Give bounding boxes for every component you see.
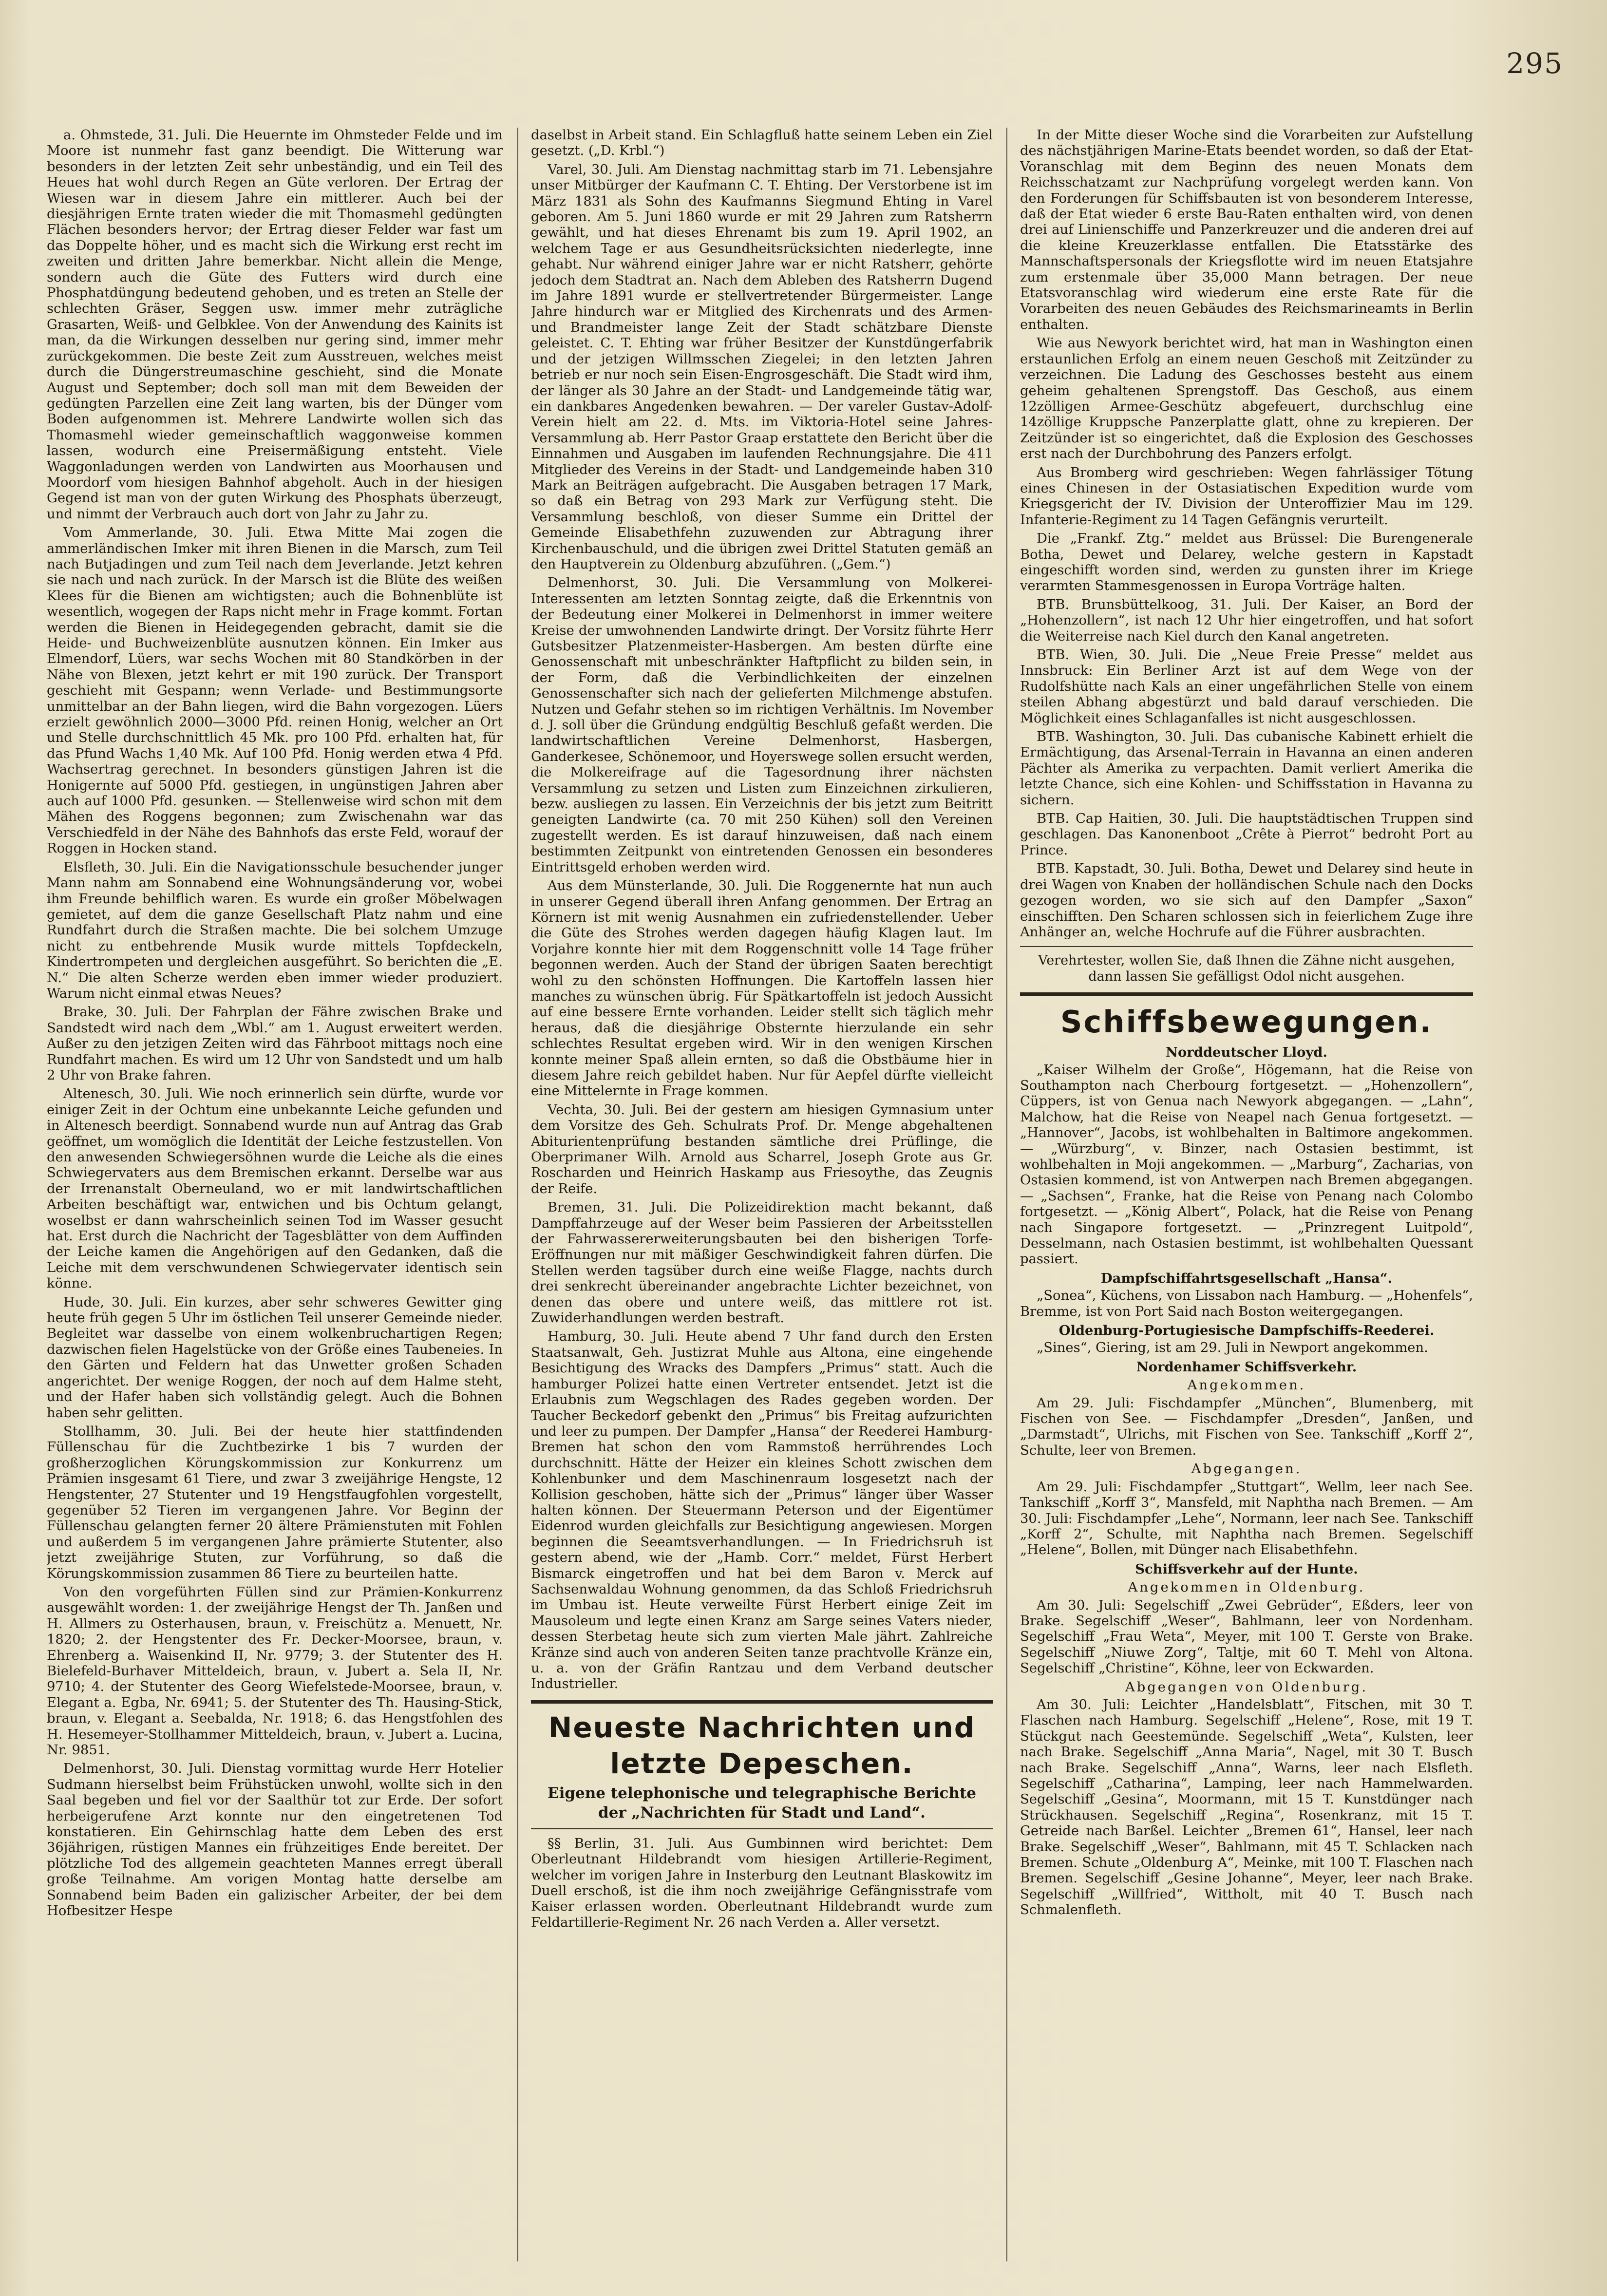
column-1 — [47, 128, 503, 2261]
article-washington: BTB. Washington, 30. Juli. Das cubanische Kabinett erhielt die Ermächtigung, das Arsenal-Terrain in Havanna an einen anderen Pächter als Amerika zu verpachten. Damit verliert Amerika die letzte Chance, sich eine Kohlen- und Schiffsstation in Havanna zu sichern. — [1020, 729, 1473, 808]
article-vechta: Vechta, 30. Juli. Bei der gestern am hiesigen Gymnasium unter dem Vorsitze des Geh. Schulrats Prof. Dr. Menge abgehaltenen Abiturientenprüfung bestanden sämtliche drei Prüflinge, die Oberprimaner Wilh. Arnold aus Scharrel, Joseph Grote aus Gr. Roscharden und Heinrich Haskamp aus Friesoythe, das Zeugnis der Reife. — [531, 1102, 993, 1196]
lloyd-text: „Kaiser Wilhelm der Große“, Högemann, hat die Reise von Southampton nach Cherbourg fortgesetzt. — „Hohenzollern“, Cüppers, ist von Genua nach Newyork abgegangen. — „Lahn“, Malchow, hat die Reise von Neapel nach Genua fortgesetzt. — „Hannover“, Jacobs, ist wohlbehalten in Baltimore angekommen. — „Würzburg“, v. Binzer, nach Ostasien bestimmt, ist wohlbehalten in Moji angekommen. — „Marburg“, Zacharias, von Ostasien kommend, ist von Antwerpen nach Bremen abgegangen. — „Sachsen“, Franke, hat die Reise von Penang nach Colombo fortgesetzt. — „König Albert“, Polack, hat die Reise von Penang nach Singapore fortgesetzt. — „Prinzregent Luitpold“, Desselmann, nach Ostasien bestimmt, ist wohlbehalten Quessant passiert. — [1020, 1062, 1473, 1267]
news-banner-subtitle: Eigene telephonische und telegraphische Berichte der „Nachrichten für Stadt und Land“. — [547, 1784, 977, 1822]
banner-rule-bottom — [531, 1828, 993, 1829]
column-rule-1 — [517, 128, 518, 2261]
abgegangen-heading: Abgegangen. — [1191, 1461, 1302, 1477]
article-frankfurt: Die „Frankf. Ztg.“ meldet aus Brüssel: Die Burengenerale Botha, Dewet und Delarey, welche gestern in Kapstadt eingeschifft worden sind, werden zu gunsten ihrer im Kriege verarmten Stammesgenossen in Europa Vorträge halten. — [1020, 531, 1473, 594]
article-ammerland: Vom Ammerlande, 30. Juli. Etwa Mitte Mai zogen die ammerländischen Imker mit ihren Bienen in die Marsch, zum Teil nach Butjadingen und zum Teil nach dem Jeverlande. Jetzt kehren sie nach und nach zurück. In der Marsch ist die Blüte des weißen Klees für die Bienen am wichtigsten; auch die Bohnenblüte ist wesentlich, wogegen der Raps nicht mehr in Frage kommt. Fortan werden die Bienen in Heidegegenden gebracht, damit sie die Heide- und Buchweizenblüte ausnutzen können. Ein Imker aus Elmendorf, Lüers, war sechs Wochen mit 80 Standkörben in der Nähe von Blexen, jetzt kehrt er mit 190 zurück. Der Transport geschieht mit Gespann; wenn Verlade- und Bestimmungsorte unmittelbar an der Bahn liegen, wird die Bahn vorgezogen. Lüers erzielt gewöhnlich 2000—3000 Pfd. reinen Honig, welcher an Ort und Stelle durchschnittlich 45 Mk. pro 100 Pfd. erhalten hat, für das Pfund Wachs 1,40 Mk. Auf 100 Pfd. Honig werden etwa 4 Pfd. Wachsertrag gerechnet. In besonders günstigen Jahren ist die Honigernte auf 5000 Pfd. gestiegen, in ungünstigen Jahren aber auch auf 1000 Pfd. gesunken. — Stellenweise wird schon mit dem Mähen des Roggens begonnen; zum Zwischenahn war das Verschiedfeld in der Nähe des Bahnhofs das erste Feld, worauf der Roggen in Hocken stand. — [47, 525, 503, 856]
column-2 — [531, 128, 993, 2261]
article-hude: Hude, 30. Juli. Ein kurzes, aber sehr schweres Gewitter ging heute früh gegen 5 Uhr im östlichen Teil unserer Gemeinde nieder. Begleitet war dasselbe von einem wolkenbruchartigen Regen; dazwischen fielen Hagelstücke von der Größe eines Taubeneies. In den Gärten und Feldern hat das Unwetter großen Schaden angerichtet. Der wenige Roggen, der noch auf dem Halme steht, und der Hafer haben sich vollständig gelegt. Auch die Bohnen haben sehr gelitten. — [47, 1294, 503, 1421]
article-varel: Varel, 30. Juli. Am Dienstag nachmittag starb im 71. Lebensjahre unser Mitbürger der Kaufmann C. T. Ehting. Der Verstorbene ist im März 1831 als Sohn des Kaufmanns Siegmund Ehting in Varel geboren. Am 5. Juni 1860 wurde er mit 29 Jahren zum Ratsherrn gewählt, und hat dieses Ehrenamt bis zum 19. April 1902, an welchem Tage er aus Gesundheitsrücksichten niederlegte, inne gehabt. Nur während einiger Jahre war er nicht Ratsherr, gehörte jedoch dem Stadtrat an. Nach dem Ableben des Ratsherrn Dugend im Jahre 1891 wurde er stellvertretender Bürgermeister. Lange Jahre hindurch war er Mitglied des Kirchenrats und des Armen- und Brandmeister lange Zeit der Stadt schätzbare Dienste geleistet. C. T. Ehting war früher Besitzer der Kunstdüngerfabrik und der jetzigen Willmsschen Ziegelei; in den letzten Jahren betrieb er nur noch sein Eisen-Engrosgeschäft. Die Stadt wird ihm, der länger als 30 Jahre an der Stadt- und Landgemeinde tätig war, ein dankbares Angedenken bewahren. — Der vareler Gustav-Adolf-Verein hielt am 22. d. Mts. im Viktoria-Hotel seine Jahres-Versammlung ab. Herr Pastor Graap erstattete den Bericht über die Einnahmen und Ausgaben im laufenden Rechnungsjahre. Die 411 Mitglieder des Vereins in der Stadt- und Landgemeinde haben 310 Mark an Beiträgen aufgebracht. Die Ausgaben betragen 17 Mark, so daß ein Betrag von 293 Mark zur Verfügung steht. Die Versammlung beschloß, von dieser Summe ein Drittel der Gemeinde Elisabethfehn zuzuwenden zur Abtragung ihrer Kirchenbauschuld, und die übrigen zwei Drittel Statuten gemäß an den Hauptverein zu Oldenburg abzuführen. („Gem.“) — [531, 162, 993, 572]
article-stollhamm-list: Von den vorgeführten Füllen sind zur Prämien-Konkurrenz ausgewählt worden: 1. der zweijährige Hengst der Th. Janßen und H. Allmers zu Osterhausen, braun, v. Freischütz a. Menuett, Nr. 1820; 2. der Hengstenter des Fr. Decker-Moorsee, braun, v. Ehrenberg a. Waisenkind II, Nr. 9779; 3. der Stutenter des H. Bielefeld-Burhaver Mitteldeich, braun, v. Jubert a. Sela II, Nr. 9710; 4. der Stutenter des Georg Wiefelstede-Moorsee, braun, v. Elegant a. Egba, Nr. 6941; 5. der Stutenter des Th. Hausing-Stick, braun, v. Elegant a. Seebalda, Nr. 1918; 6. das Hengstfohlen des H. Hesemeyer-Stollhammer Mitteldeich, braun, v. Jubert a. Lucina, Nr. 9851. — [47, 1584, 503, 1758]
angekommen-text: Am 29. Juli: Fischdampfer „München“, Blumenberg, mit Fischen von See. — Fischdampfer „Dresden“, Janßen, und „Darmstadt“, Ulrichs, mit Fischen von See. Tankschiff „Korff 2“, Schulte, leer von Bremen. — [1020, 1395, 1473, 1458]
hunte-heading: Schiffsverkehr auf der Hunte. — [1135, 1561, 1358, 1577]
nordenham-heading: Nordenhamer Schiffsverkehr. — [1136, 1359, 1357, 1375]
article-stollhamm: Stollhamm, 30. Juli. Bei der heute hier stattfindenden Füllenschau für die Zuchtbezirke 1 bis 7 wurden der großherzoglichen Körungskommission zur Konkurrenz um Prämien insgesamt 61 Tiere, und zwar 3 zweijährige Hengste, 12 Hengstenter, 27 Stutenter und 19 Hengstfaugfohlen vorgestellt, gegenüber 52 Tieren im vergangenen Jahre. Vor Beginn der Füllenschau gelangten ferner 20 ältere Prämienstuten mit Fohlen und außerdem 5 im vergangenen Jahre prämierte Stutenter, also jetzt zweijährige Stuten, zur Vorführung, so daß die Körungskommission zusammen 86 Tiere zu beurteilen hatte. — [47, 1423, 503, 1581]
article-berlin: §§ Berlin, 31. Juli. Aus Gumbinnen wird berichtet: Dem Oberleutnant Hildebrandt vom hiesigen Artillerie-Regiment, welcher im vorigen Jahre in Insterburg den Leutnant Blaskowitz im Duell erschoß, ist die ihm noch zweijährige Gefängnisstrafe vom Kaiser erlassen worden. Oberleutnant Hildebrandt wurde zum Feldartillerie-Regiment Nr. 26 nach Verden a. Aller versetzt. — [531, 1836, 993, 1930]
portug-heading: Oldenburg-Portugiesische Dampfschiffs-Reederei. — [1059, 1323, 1435, 1339]
article-kapstadt: BTB. Kapstadt, 30. Juli. Botha, Dewet und Delarey sind heute in drei Wagen von Knaben der holländischen Schule nach den Docks gezogen worden, wo sie sich auf den Dampfer „Saxon“ einschifften. Den Scharen schlossen sich in feierlichem Zuge ihre Anhänger an, welche Hochrufe auf die Führer ausbrachten. — [1020, 861, 1473, 940]
hunte-ang-heading: Angekommen in Oldenburg. — [1128, 1580, 1365, 1595]
article-marine-etat: In der Mitte dieser Woche sind die Vorarbeiten zur Aufstellung des nächstjährigen Marine-Etats beendet worden, so daß der Etat-Voranschlag mit dem Beginn des neuen Monats dem Reichsschatzamt zur Nachprüfung vorgelegt werden kann. Von den Forderungen für Schiffsbauten ist von besonderem Interesse, daß der Etat wieder 6 erste Bau-Raten enthalten wird, von denen drei auf Linienschiffe und Panzerkreuzer und die anderen drei auf die kleine Kreuzerklasse entfallen. Die Etatsstärke des Mannschaftspersonals der Kriegsflotte wird im neuen Etatsjahre zum erstenmale über 35,000 Mann betragen. Der neue Etatsvoranschlag wird wiederum eine erste Rate für die Vorarbeiten des neuen Gebäudes des Reichsmarineamts in Berlin enthalten. — [1020, 128, 1473, 332]
abgegangen-text: Am 29. Juli: Fischdampfer „Stuttgart“, Wellm, leer nach See. Tankschiff „Korff 3“, Mansfeld, mit Naphtha nach Bremen. — Am 30. Juli: Fischdampfer „Lehe“, Normann, leer nach See. Tankschiff „Korff 2“, Schulte, mit Naphtha nach Bremen. Segelschiff „Helene“, Bollen, mit Dünger nach Elisabethfehn. — [1020, 1479, 1473, 1558]
lloyd-heading: Norddeutscher Lloyd. — [1166, 1044, 1327, 1061]
article-bremen: Bremen, 31. Juli. Die Polizeidirektion macht bekannt, daß Dampffahrzeuge auf der Weser beim Passieren der Arbeitsstellen der Fahrwassererweiterungsbauten bei den bisherigen Torfe-Eröffnungen nur mit mäßiger Geschwindigkeit fahren dürfen. Die Stellen werden tagsüber durch eine weiße Flagge, nachts durch drei senkrecht übereinander angebrachte Lichter bezeichnet, von denen das obere und untere weiß, das mittlere rot ist. Zuwiderhandlungen werden bestraft. — [531, 1200, 993, 1326]
article-cap-haitien: BTB. Cap Haitien, 30. Juli. Die hauptstädtischen Truppen sind geschlagen. Das Kanonenboot „Crête à Pierrot“ bedroht Port au Prince. — [1020, 811, 1473, 858]
ad-rule-top — [1020, 946, 1473, 947]
article-muensterland: Aus dem Münsterlande, 30. Juli. Die Roggenernte hat nun auch in unserer Gegend überall ihren Anfang genommen. Der Ertrag an Körnern ist mit wenig Ausnahmen ein zufriedenstellender. Ueber die Güte des Strohes werden dagegen häufig Klagen laut. Im Vorjahre konnte hier mit dem Roggenschnitt volle 14 Tage früher begonnen werden. Auch der Stand der übrigen Saaten berechtigt wohl zu den schönsten Hoffnungen. Die Kartoffeln lassen hier manches zu wünschen übrig. Für Spätkartoffeln ist jedoch Aussicht auf eine bessere Ernte vorhanden. Leider stellt sich täglich mehr heraus, daß die diesjährige Obsternte hierzulande ein sehr schlechtes Resultat ergeben wird. Wir in den wenigen Kirschen konnte meiner Spaß allein ernten, so daß die Obstbäume hier in diesem Jahre reich gebildet haben. Nur für Aepfel dürfte vielleicht eine Mittelernte in Frage kommen. — [531, 878, 993, 1099]
page-number: 295 — [1506, 47, 1563, 80]
hunte-abg-heading: Abgegangen von Oldenburg. — [1125, 1679, 1368, 1695]
article-elsfleth: Elsfleth, 30. Juli. Ein die Navigationsschule besuchender junger Mann nahm am Sonnabend eine Wohnungsänderung vor, wobei ihm Freunde behilflich waren. Es wurde ein großer Möbelwagen gemietet, auf dem die ganze Gesellschaft Platz nahm und eine Rundfahrt durch die Straßen machte. Die bei solchem Umzuge nicht zu entbehrende Musik wurde mittels Topfdeckeln, Kindertrompeten und dergleichen ausgeführt. So berichten die „E. N.“ Die alten Scherze werden eben immer wieder produziert. Warum nicht einmal etwas Neues? — [47, 859, 503, 1001]
article-continued: daselbst in Arbeit stand. Ein Schlagfluß hatte seinem Leben ein Ziel gesetzt. („D. Krbl.“) — [531, 128, 993, 159]
article-altenesch: Altenesch, 30. Juli. Wie noch erinnerlich sein dürfte, wurde vor einiger Zeit in der Ochtum eine unbekannte Leiche gefunden und in Altenesch beerdigt. Sonnabend wurde nun auf Antrag das Grab geöffnet, um womöglich die Identität der Leiche festzustellen. Von den anwesenden Schwiegersöhnen wurde die Leiche als die eines Schwiegervaters aus dem Bremischen erkannt. Derselbe war aus der Irrenanstalt Oberneuland, wo er mit landwirtschaftlichen Arbeiten beschäftigt war, entwichen und bis Ochtum gelangt, woselbst er dann wahrscheinlich seinen Tod im Wasser gesucht hat. Erst durch die Nachricht der Tagesblätter von dem Auffinden der Leiche kamen die Angehörigen auf den Gedanken, daß die Leiche mit dem verschwundenen Schwiegervater identisch sein könne. — [47, 1086, 503, 1291]
ships-rule-top — [1020, 992, 1473, 996]
column-3 — [1020, 128, 1473, 2261]
portug-text: „Sines“, Giering, ist am 29. Juli in Newport angekommen. — [1037, 1340, 1428, 1356]
article-brake: Brake, 30. Juli. Der Fahrplan der Fähre zwischen Brake und Sandstedt wird nach dem „Wbl.“ am 1. August erweitert werden. Außer zu den jetzigen Zeiten wird das Fährboot mittags noch eine Rundfahrt machen. Es wird um 12 Uhr von Sandstedt und um halb 2 Uhr von Brake fahren. — [47, 1005, 503, 1083]
ships-title: Schiffsbewegungen. — [1060, 1004, 1433, 1040]
banner-rule-top — [531, 1700, 993, 1704]
angekommen-heading: Angekommen. — [1187, 1378, 1306, 1393]
odol-advertisement: Verehrtester, wollen Sie, daß Ihnen die Zähne nicht ausgehen, dann lassen Sie gefälligst Odol nicht ausgehen. — [1038, 953, 1455, 984]
article-brunsbuettelkoog: BTB. Brunsbüttelkoog, 31. Juli. Der Kaiser, an Bord der „Hohenzollern“, ist nach 12 Uhr hier eingetroffen, und hat sofort die Weiterreise nach Kiel durch den Kanal angetreten. — [1020, 597, 1473, 644]
article-delmenhorst-1: Delmenhorst, 30. Juli. Dienstag vormittag wurde Herr Hotelier Sudmann hierselbst beim Frühstücken unwohl, wollte sich in den Saal begeben und fiel vor der Saalthür tot zur Erde. Der sofort herbeigerufene Arzt konnte nur den eingetretenen Tod konstatieren. Ein Gehirnschlag hatte dem Leben des erst 36jährigen, rüstigen Mannes ein frühzeitiges Ende bereitet. Der plötzliche Tod des allgemein geachteten Mannes erregt überall große Teilnahme. Am vorigen Montag hatte derselbe am Sonnabend beim Baden ein galizischer Arbeiter, der bei dem Hofbesitzer Hespe — [47, 1761, 503, 1919]
article-delmenhorst-2: Delmenhorst, 30. Juli. Die Versammlung von Molkerei-Interessenten am letzten Sonntag zeigte, daß die Erkenntnis von der Bedeutung einer Molkerei in Delmenhorst in immer weitere Kreise der umwohnenden Landwirte dringt. Der Vorsitz führte Herr Gutsbesitzer Platzenmeister-Hasbergen. Am besten dürfte eine Genossenschaft mit unbeschränkter Haftpflicht zu bilden sein, in der Form, daß die Verbindlichkeiten der einzelnen Genossenschafter sich nach der gelieferten Milchmenge abstufen. Nutzen und Gefahr stehen so im richtigen Verhältnis. Im November d. J. soll über die Gründung endgültig Beschluß gefaßt werden. Die landwirtschaftlichen Vereine Delmenhorst, Hasbergen, Ganderkesee, Schönemoor, und Hoyerswege sollen ersucht werden, die Molkereifrage auf die Tagesordnung ihrer nächsten Versammlung zu setzen und Listen zum Einzeichnen zirkulieren, bezw. ausliegen zu lassen. Ein Verzeichnis der bis jetzt zum Beitritt geneigten Landwirte (ca. 70 mit 250 Kühen) soll den Vereinen zugestellt werden. Es ist darauf hinzuweisen, daß nach einem bestimmten Zeitpunkt von eintretenden Genossen ein besonderes Eintrittsgeld erhoben werden wird. — [531, 575, 993, 875]
article-wien: BTB. Wien, 30. Juli. Die „Neue Freie Presse“ meldet aus Innsbruck: Ein Berliner Arzt ist auf dem Wege von der Rudolfshütte nach Kals an einer ungefährlichen Stelle von einem steilen Abhang abgestürzt und bald darauf verschieden. Die Möglichkeit eines Schlaganfalles ist nicht ausgeschlossen. — [1020, 647, 1473, 726]
article-bromberg: Aus Bromberg wird geschrieben: Wegen fahrlässiger Tötung eines Chinesen in der Ostasiatischen Expedition wurde vom Kriegsgericht der IV. Division der Unteroffizier Mau im 129. Infanterie-Regiment zu 14 Tagen Gefängnis verurteilt. — [1020, 465, 1473, 528]
article-ohmstede: a. Ohmstede, 31. Juli. Die Heuernte im Ohmsteder Felde und im Moore ist nunmehr fast ganz beendigt. Die Witterung war besonders in der letzten Zeit sehr unbeständig, und ein Teil des Heues hat wohl durch Regen an Güte verloren. Der Ertrag der Wiesen war in diesem Jahre ein mittlerer. Auch bei der diesjährigen Ernte traten wieder die mit Thomasmehl gedüngten Flächen besonders hervor; der Ertrag dieser Felder war fast um das Doppelte höher, und es macht sich die Wirkung erst recht im zweiten und dritten Jahre bemerkbar. Nicht allein die Menge, sondern auch die Güte des Futters wird durch eine Phosphatdüngung bedeutend gehoben, und es treten an Stelle der schlechten Gräser, Seggen usw. immer mehr zuträgliche Grasarten, Weiß- und Gelbklee. Von der Anwendung des Kainits ist man, da die Wirkungen desselben nur gering sind, immer mehr zurückgekommen. Die beste Zeit zum Ausstreuen, welches meist durch die Düngerstreumaschine geschieht, sind die Monate August und September; doch soll man mit dem Beweiden der gedüngten Parzellen eine Zeit lang warten, bis der Dünger vom Boden aufgenommen ist. Mehrere Landwirte wollen sich das Thomasmehl wieder gemeinschaftlich waggonweise kommen lassen, wodurch eine Preisermäßigung entsteht. Viele Waggonladungen werden von Landwirten aus Moorhausen und Moordorf vom hiesigen Bahnhof abgeholt. Auch in der hiesigen Gegend ist man von der guten Wirkung des Phosphats überzeugt, und nimmt der Verbrauch auch dort von Jahr zu Jahr zu. — [47, 128, 503, 522]
hansa-heading: Dampfschiffahrtsgesellschaft „Hansa“. — [1100, 1270, 1393, 1286]
article-newyork: Wie aus Newyork berichtet wird, hat man in Washington einen erstaunlichen Erfolg an einem neuen Geschoß mit Zeitzünder zu verzeichnen. Die Ladung des Geschosses besteht aus einem geheim gehaltenen Sprengstoff. Das Geschoß, aus einem 12zölligen Armee-Geschütz abgefeuert, durchschlug eine 14zöllige Kruppsche Panzerplatte glatt, ohne zu krepieren. Der Zeitzünder ist so eingerichtet, daß die Explosion des Geschosses erst nach der Durchbohrung des Panzers erfolgt. — [1020, 336, 1473, 462]
hunte-abg-text: Am 30. Juli: Leichter „Handelsblatt“, Fitschen, mit 30 T. Flaschen nach Hamburg. Segelschiff „Helene“, Rose, mit 19 T. Stückgut nach Geestemünde. Segelschiff „Weta“, Kulsten, leer nach Brake. Segelschiff „Anna Maria“, Nagel, mit 30 T. Busch nach Brake. Segelschiff „Anna“, Warns, leer nach Elsfleth. Segelschiff „Catharina“, Lamping, leer nach Hammelwarden. Segelschiff „Gesina“, Moormann, mit 15 T. Kunstdünger nach Strückhausen. Segelschiff „Regina“, Rosenkranz, mit 15 T. Getreide nach Barßel. Leichter „Bremen 61“, Hansel, leer nach Brake. Segelschiff „Weser“, Bahlmann, mit 45 T. Schlacken nach Bremen. Schute „Oldenburg A“, Meinke, mit 100 T. Flaschen nach Bremen. Segelschiff „Gesine Johanne“, Meyer, leer nach Brake. Segelschiff „Willfried“, Wittholt, mit 40 T. Busch nach Schmalenfleth. — [1020, 1697, 1473, 1918]
hunte-ang-text: Am 30. Juli: Segelschiff „Zwei Gebrüder“, Eßders, leer von Brake. Segelschiff „Weser“, Bahlmann, leer von Nordenham. Segelschiff „Frau Weta“, Meyer, mit 100 T. Gerste von Brake. Segelschiff „Niuwe Zorg“, Taltje, mit 60 T. Mehl von Altona. Segelschiff „Christine“, Köhne, leer von Eckwarden. — [1020, 1597, 1473, 1676]
hansa-text: „Sonea“, Küchens, von Lissabon nach Hamburg. — „Hohenfels“, Bremme, ist von Port Said nach Boston weitergegangen. — [1020, 1288, 1473, 1319]
news-banner-title: Neueste Nachrichten und letzte Depeschen. — [548, 1710, 976, 1780]
article-hamburg: Hamburg, 30. Juli. Heute abend 7 Uhr fand durch den Ersten Staatsanwalt, Geh. Justizrat Muhle aus Altona, eine eingehende Besichtigung des Wracks des Dampfers „Primus“ statt. Auch die hamburger Polizei hatte einen Vertreter entsendet. Jetzt ist die Erlaubnis zum Wegschlagen des Rades gegeben worden. Der Taucher Beckedorf gebenkt den „Primus“ bis Freitag aufzurichten und leer zu pumpen. Der Dampfer „Hansa“ der Reederei Hamburg-Bremen hat schon den vom Rammstoß herrührendes Loch durchschnitt. Hätte der Heizer ein kleines Schott zwischen dem Kohlenbunker und dem Maschinenraum losgesetzt nach der Kollision geschoben, hätte sich der „Primus“ länger über Wasser halten können. Der Steuermann Peterson und der Eigentümer Eidenrod wurden gleichfalls zur Besichtigung angewiesen. Morgen beginnen die Seeamtsverhandlungen. — In Friedrichsruh ist gestern abend, wie der „Hamb. Corr.“ meldet, Fürst Herbert Bismarck eingetroffen und hat bei dem Baron v. Merck auf Sachsenwaldau Wohnung genommen, da das Schloß Friedrichsruh im Umbau ist. Heute verweilte Fürst Herbert einige Zeit im Mausoleum und legte einen Kranz am Sarge seines Vaters nieder, dessen Sterbetag heute sich zum vierten Male jährt. Zahlreiche Kränze sind auch von anderen Seiten tanze prachtvolle Kränze ein, u. a. von der Gräfin Rantzau und dem Verband deutscher Industrieller. — [531, 1329, 993, 1692]
column-rule-2 — [1006, 128, 1007, 2261]
